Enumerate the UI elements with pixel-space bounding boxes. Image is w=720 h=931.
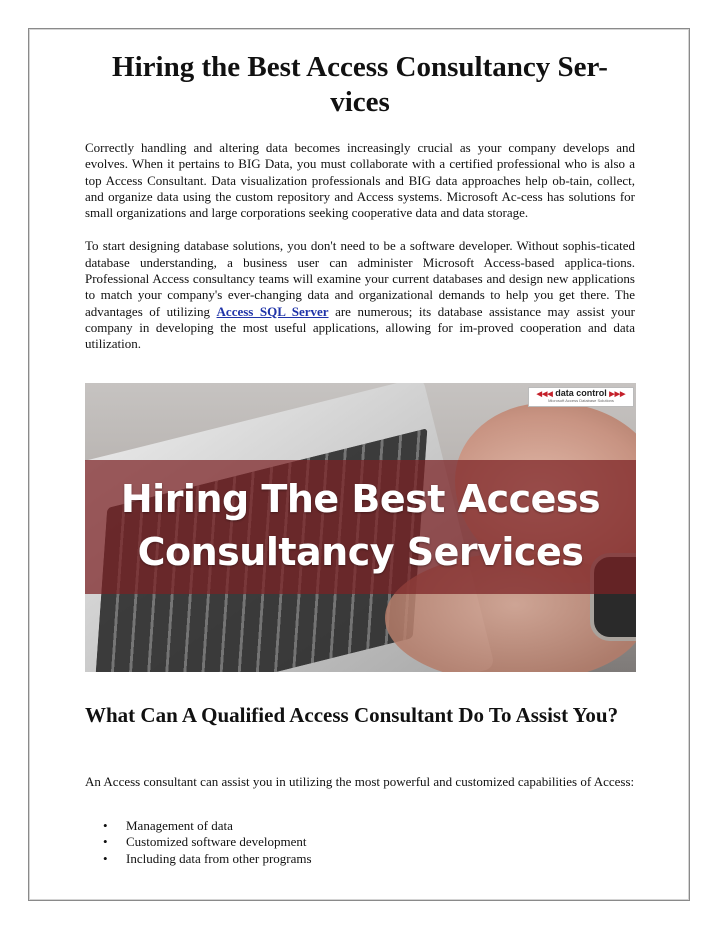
data-control-logo	[528, 387, 634, 407]
capabilities-list	[85, 818, 636, 867]
list-item-text: Customized software development	[126, 834, 307, 850]
page-title	[85, 50, 635, 120]
paragraph-1: Correctly handling and altering data becomes increasingly crucial as your company develops and evolves. When it pertains to BIG Data, you must collaborate with a certified professional who is also a top Access Consultant. Data visualization professionals and BIG data approaches help ob-tain, collect, and organize data using the custom repository and Access systems. Microsoft Ac-cess has solutions for small organizations and large corporations seeking cooperative data and data storage.	[85, 140, 635, 221]
list-item-text: Management of data	[126, 818, 233, 833]
bullet-icon: •	[103, 818, 108, 833]
title-line-1: Hiring the Best Access Consultancy Ser-	[112, 51, 608, 83]
list-item	[85, 818, 636, 834]
rewind-icon: ◀◀◀	[536, 391, 553, 398]
list-item-text: Including data from other programs	[126, 850, 312, 866]
intro-paragraph: An Access consultant can assist you in utilizing the most powerful and customized capabilities of Access:	[85, 774, 635, 789]
forward-icon: ▶▶▶	[609, 391, 626, 398]
section-heading: What Can A Qualified Access Consultant Do To Assist You?	[85, 703, 619, 727]
paragraph-2	[85, 238, 635, 352]
title-line-2: vices	[330, 86, 390, 118]
list-item	[85, 851, 636, 867]
logo-tagline: Microsoft Access Database Solutions	[548, 398, 614, 403]
bullet-icon: •	[103, 834, 108, 850]
logo-text: data control	[555, 388, 607, 398]
hero-headline	[85, 473, 636, 579]
list-item	[85, 834, 636, 850]
hero-image	[85, 383, 636, 672]
hero-line-2: Consultancy Services	[137, 530, 584, 574]
access-sql-server-link[interactable]: Access SQL Server	[216, 303, 329, 319]
paragraph-2-text-b: are numerous; its database assistance may assist your company in developing the most useful applications, allowing for im-proved cooperation and data utilization.	[85, 303, 635, 352]
document-body	[85, 50, 635, 353]
paragraph-2-text-a: To start designing database solutions, you don't need to be a software developer. Without sophis-ticated database understanding, a business user can administer Microsoft Access-based applica-tions. Professional Access consultancy teams will examine your current databases and design new applications to match your company's ever-changing data and organizational demands to help you get there. The advantages of utilizing	[85, 238, 635, 319]
hero-line-1: Hiring The Best Access	[120, 477, 601, 521]
bullet-icon: •	[103, 850, 108, 866]
